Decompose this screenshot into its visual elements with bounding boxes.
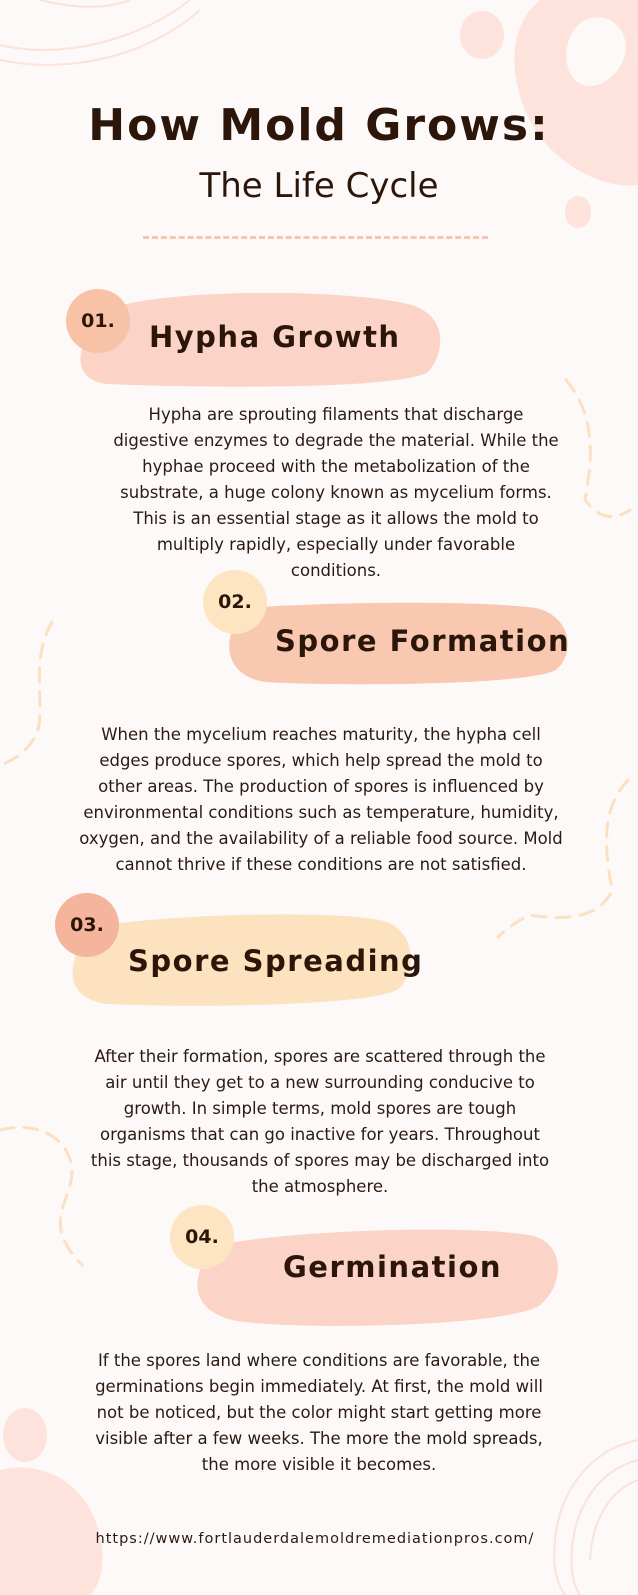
bottom-right-swirl-3 xyxy=(590,1480,638,1560)
right-dashed-curve-1 xyxy=(566,380,630,517)
page-subtitle: The Life Cycle xyxy=(199,166,439,206)
step-1-heading: Hypha Growth xyxy=(149,320,401,354)
step-2-number: 02. xyxy=(218,591,252,613)
step-2-number-badge xyxy=(203,570,267,634)
step-2-description: When the mycelium reaches maturity, the hypha cell edges produce spores, which help spread the mold to other areas. The production of spores is influenced by environmental conditions such as temperature, humidity, oxygen, and the availability of a reliable food source. Mold cannot thrive if these conditions are not satisfied. xyxy=(79,725,563,874)
step-3-number: 03. xyxy=(70,914,104,936)
step-4-description: If the spores land where conditions are favorable, the germinations begin immediately. At first, the mold will not be noticed, but the color might start getting more visible after a few weeks. The more the mold spreads, the more visible it becomes. xyxy=(95,1351,543,1474)
bottom-right-swirl-2 xyxy=(572,1460,638,1595)
step-1-number: 01. xyxy=(81,310,115,332)
left-dashed-curve-1 xyxy=(0,622,52,765)
page-title: How Mold Grows: xyxy=(88,100,550,151)
left-dashed-curve-2 xyxy=(0,1127,82,1265)
step-2-heading: Spore Formation xyxy=(275,624,571,658)
step-3-heading: Spore Spreading xyxy=(128,944,424,978)
step-4-number: 04. xyxy=(185,1226,219,1248)
step-4-heading: Germination xyxy=(283,1250,503,1284)
step-1-description: Hypha are sprouting filaments that discharge digestive enzymes to degrade the material. While the hyphae proceed with the metabolization of the substrate, a huge colony known as mycelium forms. This is an essential stage as it allows the mold to multiply rapidly, especially under favorable conditions. xyxy=(113,405,559,580)
bottom-left-blob xyxy=(3,1408,47,1462)
title-divider xyxy=(143,236,488,239)
top-left-swirl-3 xyxy=(40,0,130,7)
top-right-small-blob xyxy=(460,11,504,59)
step-1-number-badge xyxy=(66,289,130,353)
step-4-number-badge xyxy=(170,1205,234,1269)
step-3-number-badge xyxy=(55,893,119,957)
step-3-description: After their formation, spores are scattered through the air until they get to a new surrounding conducive to growth. In simple terms, mold spores are tough organisms that can go inactive for years. Throughout this stage, thousands of spores may be discharged into the atmosphere. xyxy=(90,1047,550,1196)
bottom-right-swirl-1 xyxy=(554,1440,638,1595)
footer-url-link[interactable]: https://www.fortlauderdalemoldremediationpros.com/ xyxy=(95,1531,535,1547)
top-left-swirl-2 xyxy=(0,10,200,65)
